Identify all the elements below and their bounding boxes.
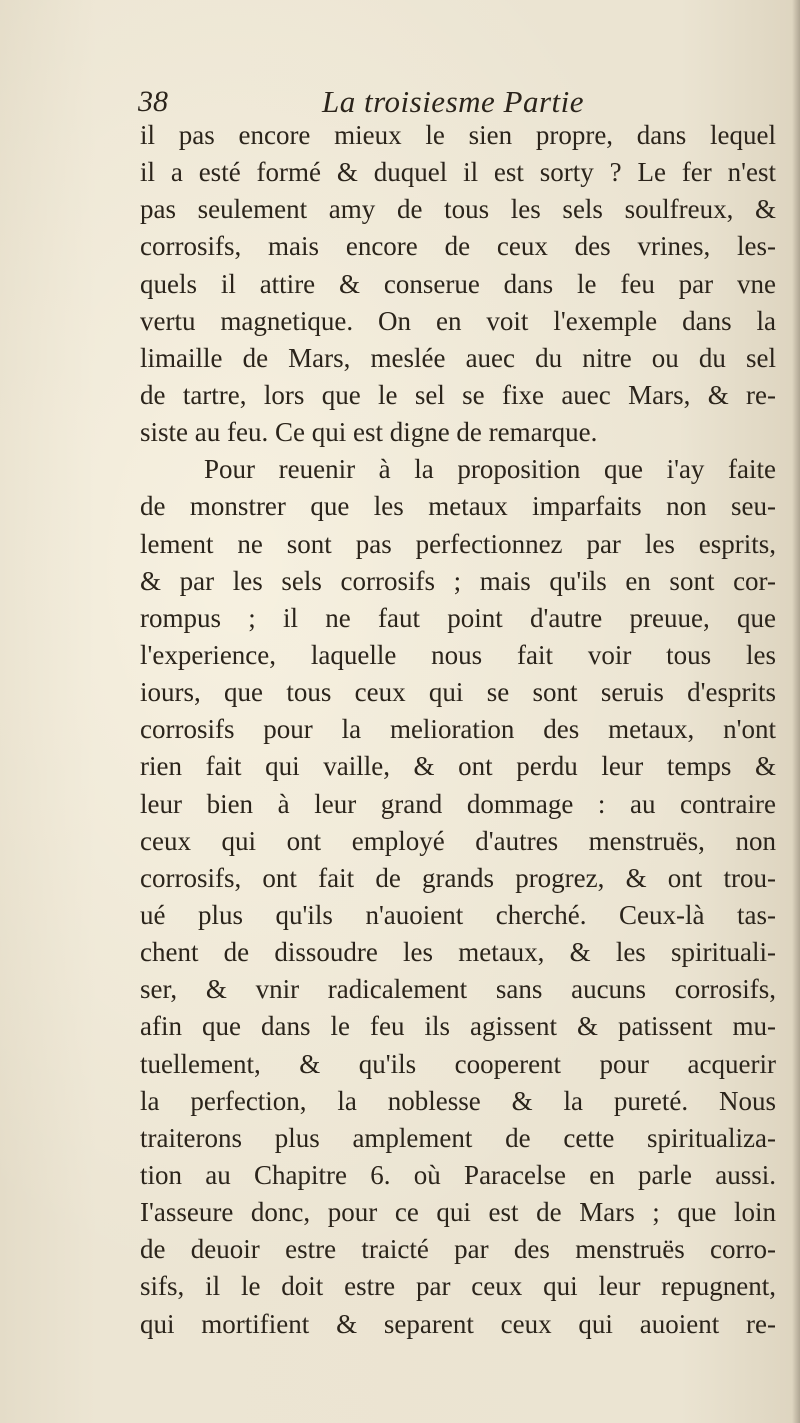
text-line: de monstrer que les metaux imparfaits non seu- bbox=[140, 491, 776, 522]
text-line: sifs, il le doit estre par ceux qui leur repugnent, bbox=[140, 1271, 776, 1302]
text-line: l'experience, laquelle nous fait voir tous les bbox=[140, 639, 776, 670]
text-line: tion au Chapitre 6. où Paracelse en parle aussi. bbox=[140, 1159, 776, 1190]
text-line: limaille de Mars, meslée auec du nitre ou du sel bbox=[140, 342, 776, 373]
text-line: iours, que tous ceux qui se sont seruis d'esprits bbox=[140, 677, 776, 708]
text-line: ser, & vnir radicalement sans aucuns corrosifs, bbox=[140, 974, 776, 1005]
page-number: 38 bbox=[138, 85, 168, 118]
text-line: il a esté formé & duquel il est sorty ? Le fer n'est bbox=[140, 157, 776, 188]
text-line: tuellement, & qu'ils cooperent pour acquerir bbox=[140, 1048, 776, 1079]
text-line: corrosifs, ont fait de grands progrez, & ont trou- bbox=[140, 862, 776, 893]
text-line: corrosifs, mais encore de ceux des vrines, les- bbox=[140, 231, 776, 262]
text-line: quels il attire & conserue dans le feu par vne bbox=[140, 268, 776, 299]
text-line: il pas encore mieux le sien propre, dans lequel bbox=[140, 120, 776, 150]
text-line: I'asseure donc, pour ce qui est de Mars ; que loin bbox=[140, 1197, 776, 1228]
text-line: Pour reuenir à la proposition que i'ay faite bbox=[204, 454, 776, 485]
text-line: ceux qui ont employé d'autres menstruës, non bbox=[140, 825, 776, 856]
page-header bbox=[138, 82, 778, 122]
text-line: lement ne sont pas perfectionnez par les esprits, bbox=[140, 528, 776, 559]
text-line: & par les sels corrosifs ; mais qu'ils en sont cor- bbox=[140, 565, 776, 596]
text-line: corrosifs pour la melioration des metaux, n'ont bbox=[140, 714, 776, 745]
text-line: rien fait qui vaille, & ont perdu leur temps & bbox=[140, 751, 776, 782]
text-line: pas seulement amy de tous les sels soulfreux, & bbox=[140, 194, 776, 225]
text-line: ué plus qu'ils n'auoient cherché. Ceux-là tas- bbox=[140, 899, 776, 930]
text-line: chent de dissoudre les metaux, & les spirituali- bbox=[140, 937, 776, 968]
text-line: qui mortifient & separent ceux qui auoient re- bbox=[140, 1308, 776, 1339]
text-line: de deuoir estre traicté par des menstruës corro- bbox=[140, 1234, 776, 1265]
text-line: leur bien à leur grand dommage : au contraire bbox=[140, 788, 776, 819]
text-line: la perfection, la noblesse & la pureté. Nous bbox=[140, 1085, 776, 1116]
text-body bbox=[140, 117, 776, 1343]
page-edge-shadow bbox=[792, 0, 800, 1423]
text-line: rompus ; il ne faut point d'autre preuue, que bbox=[140, 602, 776, 633]
text-line: traiterons plus amplement de cette spiritualiza- bbox=[140, 1122, 776, 1153]
text-line: afin que dans le feu ils agissent & patissent mu- bbox=[140, 1011, 776, 1042]
text-line: de tartre, lors que le sel se fixe auec Mars, & re- bbox=[140, 379, 776, 410]
text-line: siste au feu. Ce qui est digne de remarque. bbox=[140, 417, 598, 448]
running-head: La troisiesme Partie bbox=[322, 84, 585, 119]
text-line: vertu magnetique. On en voit l'exemple dans la bbox=[140, 305, 776, 336]
